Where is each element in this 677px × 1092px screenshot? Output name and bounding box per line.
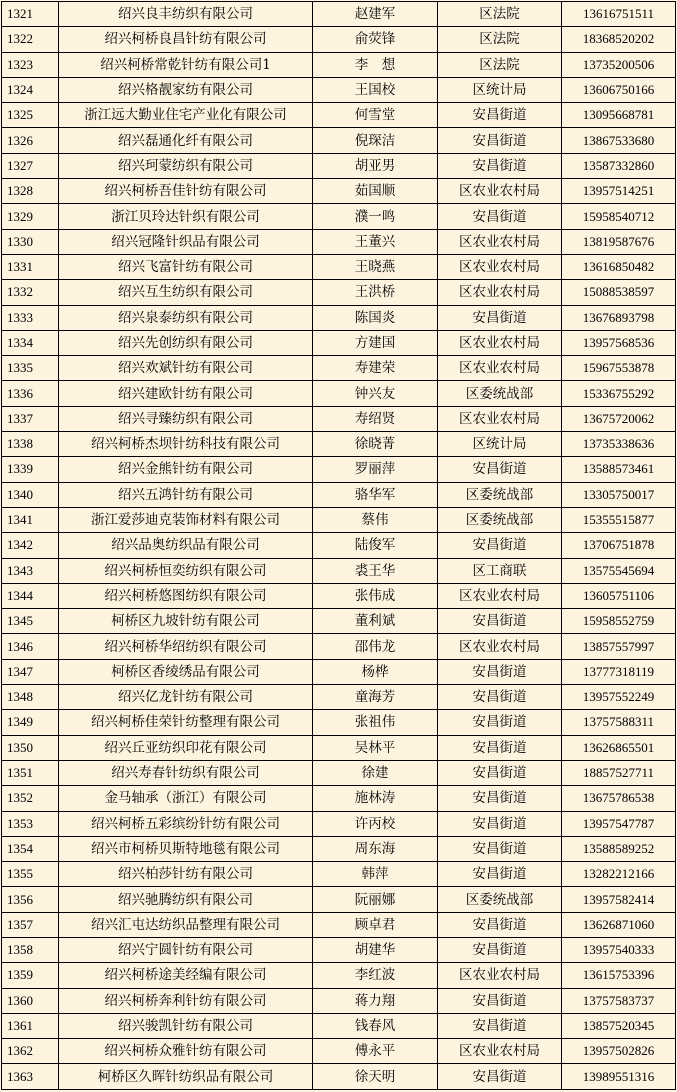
table-row bbox=[2, 2, 676, 27]
row-number-cell: 1339 bbox=[2, 457, 59, 482]
department-cell: 安昌街道 bbox=[438, 912, 562, 937]
contact-name-cell: 许丙校 bbox=[313, 811, 438, 836]
phone-number-cell: 15088538597 bbox=[562, 280, 676, 305]
department-cell: 安昌街道 bbox=[438, 533, 562, 558]
company-name-cell: 柯桥区香绫绣品有限公司 bbox=[59, 659, 313, 684]
department-cell: 安昌街道 bbox=[438, 659, 562, 684]
company-name-cell: 绍兴柯桥悠图纺织有限公司 bbox=[59, 583, 313, 608]
phone-number-cell: 13282212166 bbox=[562, 862, 676, 887]
table-row bbox=[2, 685, 676, 710]
table-row bbox=[2, 533, 676, 558]
table-row bbox=[2, 381, 676, 406]
phone-number-cell: 13305750017 bbox=[562, 482, 676, 507]
phone-number-cell: 13777318119 bbox=[562, 659, 676, 684]
row-number-cell: 1342 bbox=[2, 533, 59, 558]
row-number-cell: 1321 bbox=[2, 2, 59, 27]
table-body bbox=[2, 2, 676, 1090]
company-contact-table bbox=[1, 1, 676, 1090]
table-row bbox=[2, 204, 676, 229]
contact-name-cell: 钟兴友 bbox=[313, 381, 438, 406]
department-cell: 区委统战部 bbox=[438, 507, 562, 532]
company-name-cell: 金马轴承（浙江）有限公司 bbox=[59, 786, 313, 811]
department-cell: 安昌街道 bbox=[438, 305, 562, 330]
company-name-cell: 绍兴柯桥奔利针纺有限公司 bbox=[59, 988, 313, 1013]
phone-number-cell: 13819587676 bbox=[562, 229, 676, 254]
department-cell: 区委统战部 bbox=[438, 381, 562, 406]
company-name-cell: 绍兴市柯桥贝斯特地毯有限公司 bbox=[59, 836, 313, 861]
contact-name-cell: 罗丽萍 bbox=[313, 457, 438, 482]
phone-number-cell: 13957547787 bbox=[562, 811, 676, 836]
table-row bbox=[2, 836, 676, 861]
company-name-cell: 绍兴驰腾纺织有限公司 bbox=[59, 887, 313, 912]
row-number-cell: 1357 bbox=[2, 912, 59, 937]
phone-number-cell: 13857557997 bbox=[562, 634, 676, 659]
department-cell: 安昌街道 bbox=[438, 786, 562, 811]
company-name-cell: 绍兴良丰纺织有限公司 bbox=[59, 2, 313, 27]
department-cell: 区委统战部 bbox=[438, 887, 562, 912]
company-name-cell: 绍兴格靓家纺有限公司 bbox=[59, 77, 313, 102]
company-name-cell: 绍兴珂蒙纺织有限公司 bbox=[59, 153, 313, 178]
department-cell: 安昌街道 bbox=[438, 609, 562, 634]
department-cell: 安昌街道 bbox=[438, 685, 562, 710]
department-cell: 区农业农村局 bbox=[438, 280, 562, 305]
contact-name-cell: 张伟成 bbox=[313, 583, 438, 608]
company-name-cell: 绍兴品奥纺织品有限公司 bbox=[59, 533, 313, 558]
phone-number-cell: 15967553878 bbox=[562, 356, 676, 381]
contact-name-cell: 寿建荣 bbox=[313, 356, 438, 381]
table-row bbox=[2, 305, 676, 330]
phone-number-cell: 13588589252 bbox=[562, 836, 676, 861]
contact-name-cell: 倪琛洁 bbox=[313, 128, 438, 153]
row-number-cell: 1358 bbox=[2, 937, 59, 962]
department-cell: 安昌街道 bbox=[438, 811, 562, 836]
row-number-cell: 1348 bbox=[2, 685, 59, 710]
phone-number-cell: 13957552249 bbox=[562, 685, 676, 710]
table-row bbox=[2, 153, 676, 178]
table-row bbox=[2, 735, 676, 760]
row-number-cell: 1337 bbox=[2, 406, 59, 431]
table-row bbox=[2, 609, 676, 634]
company-name-cell: 绍兴柯桥途美经编有限公司 bbox=[59, 963, 313, 988]
row-number-cell: 1332 bbox=[2, 280, 59, 305]
table-row bbox=[2, 356, 676, 381]
company-name-cell: 绍兴柯桥吾佳针纺有限公司 bbox=[59, 179, 313, 204]
row-number-cell: 1334 bbox=[2, 330, 59, 355]
table-row bbox=[2, 760, 676, 785]
table-row bbox=[2, 811, 676, 836]
department-cell: 区法院 bbox=[438, 52, 562, 77]
department-cell: 安昌街道 bbox=[438, 1064, 562, 1089]
row-number-cell: 1347 bbox=[2, 659, 59, 684]
row-number-cell: 1344 bbox=[2, 583, 59, 608]
phone-number-cell: 13957568536 bbox=[562, 330, 676, 355]
row-number-cell: 1353 bbox=[2, 811, 59, 836]
row-number-cell: 1355 bbox=[2, 862, 59, 887]
contact-name-cell: 蔡伟 bbox=[313, 507, 438, 532]
company-name-cell: 绍兴互生纺织有限公司 bbox=[59, 280, 313, 305]
contact-name-cell: 董利斌 bbox=[313, 609, 438, 634]
department-cell: 区统计局 bbox=[438, 77, 562, 102]
table-row bbox=[2, 1039, 676, 1064]
table-row bbox=[2, 634, 676, 659]
table-row bbox=[2, 482, 676, 507]
department-cell: 区工商联 bbox=[438, 558, 562, 583]
phone-number-cell: 13957582414 bbox=[562, 887, 676, 912]
phone-number-cell: 13616751511 bbox=[562, 2, 676, 27]
table-row bbox=[2, 659, 676, 684]
phone-number-cell: 13626871060 bbox=[562, 912, 676, 937]
row-number-cell: 1351 bbox=[2, 760, 59, 785]
table-row bbox=[2, 862, 676, 887]
company-name-cell: 绍兴建欧针纺有限公司 bbox=[59, 381, 313, 406]
department-cell: 区农业农村局 bbox=[438, 634, 562, 659]
row-number-cell: 1363 bbox=[2, 1064, 59, 1089]
table-row bbox=[2, 77, 676, 102]
company-name-cell: 绍兴柯桥杰坝针纺科技有限公司 bbox=[59, 432, 313, 457]
row-number-cell: 1327 bbox=[2, 153, 59, 178]
row-number-cell: 1352 bbox=[2, 786, 59, 811]
contact-name-cell: 茹国顺 bbox=[313, 179, 438, 204]
department-cell: 安昌街道 bbox=[438, 204, 562, 229]
table-row bbox=[2, 457, 676, 482]
department-cell: 安昌街道 bbox=[438, 710, 562, 735]
contact-name-cell: 张祖伟 bbox=[313, 710, 438, 735]
contact-name-cell: 阮丽娜 bbox=[313, 887, 438, 912]
row-number-cell: 1343 bbox=[2, 558, 59, 583]
table-row bbox=[2, 887, 676, 912]
department-cell: 区农业农村局 bbox=[438, 254, 562, 279]
contact-name-cell: 韩萍 bbox=[313, 862, 438, 887]
contact-name-cell: 王洪桥 bbox=[313, 280, 438, 305]
department-cell: 安昌街道 bbox=[438, 1013, 562, 1038]
contact-name-cell: 王国校 bbox=[313, 77, 438, 102]
row-number-cell: 1341 bbox=[2, 507, 59, 532]
phone-number-cell: 13957540333 bbox=[562, 937, 676, 962]
phone-number-cell: 13616850482 bbox=[562, 254, 676, 279]
contact-name-cell: 王晓燕 bbox=[313, 254, 438, 279]
department-cell: 安昌街道 bbox=[438, 128, 562, 153]
table-row bbox=[2, 280, 676, 305]
phone-number-cell: 13675786538 bbox=[562, 786, 676, 811]
department-cell: 安昌街道 bbox=[438, 760, 562, 785]
table-row bbox=[2, 937, 676, 962]
row-number-cell: 1335 bbox=[2, 356, 59, 381]
company-name-cell: 绍兴先创纺织有限公司 bbox=[59, 330, 313, 355]
row-number-cell: 1323 bbox=[2, 52, 59, 77]
row-number-cell: 1328 bbox=[2, 179, 59, 204]
department-cell: 区法院 bbox=[438, 27, 562, 52]
row-number-cell: 1360 bbox=[2, 988, 59, 1013]
department-cell: 安昌街道 bbox=[438, 937, 562, 962]
department-cell: 安昌街道 bbox=[438, 735, 562, 760]
company-name-cell: 绍兴泉泰纺织有限公司 bbox=[59, 305, 313, 330]
row-number-cell: 1361 bbox=[2, 1013, 59, 1038]
table-row bbox=[2, 103, 676, 128]
row-number-cell: 1359 bbox=[2, 963, 59, 988]
row-number-cell: 1322 bbox=[2, 27, 59, 52]
phone-number-cell: 13605751106 bbox=[562, 583, 676, 608]
contact-name-cell: 施林涛 bbox=[313, 786, 438, 811]
contact-name-cell: 王董兴 bbox=[313, 229, 438, 254]
company-name-cell: 绍兴柯桥五彩缤纷针纺有限公司 bbox=[59, 811, 313, 836]
company-name-cell: 绍兴五鸿针纺有限公司 bbox=[59, 482, 313, 507]
row-number-cell: 1362 bbox=[2, 1039, 59, 1064]
company-name-cell: 绍兴冠隆针织品有限公司 bbox=[59, 229, 313, 254]
phone-number-cell: 13615753396 bbox=[562, 963, 676, 988]
table-row bbox=[2, 912, 676, 937]
contact-name-cell: 赵建军 bbox=[313, 2, 438, 27]
company-name-cell: 绍兴汇屯达纺织品整理有限公司 bbox=[59, 912, 313, 937]
department-cell: 安昌街道 bbox=[438, 988, 562, 1013]
contact-name-cell: 吴林平 bbox=[313, 735, 438, 760]
company-name-cell: 浙江爱莎迪克装饰材料有限公司 bbox=[59, 507, 313, 532]
department-cell: 安昌街道 bbox=[438, 457, 562, 482]
company-name-cell: 绍兴欢斌针纺有限公司 bbox=[59, 356, 313, 381]
phone-number-cell: 18368520202 bbox=[562, 27, 676, 52]
company-name-cell: 浙江贝玲达针织有限公司 bbox=[59, 204, 313, 229]
phone-number-cell: 13606750166 bbox=[562, 77, 676, 102]
row-number-cell: 1325 bbox=[2, 103, 59, 128]
contact-name-cell: 钱春风 bbox=[313, 1013, 438, 1038]
contact-name-cell: 何雪堂 bbox=[313, 103, 438, 128]
company-name-cell: 绍兴柯桥众雅针纺有限公司 bbox=[59, 1039, 313, 1064]
row-number-cell: 1324 bbox=[2, 77, 59, 102]
row-number-cell: 1336 bbox=[2, 381, 59, 406]
company-name-cell: 绍兴柯桥佳荣针纺整理有限公司 bbox=[59, 710, 313, 735]
contact-name-cell: 胡建华 bbox=[313, 937, 438, 962]
company-name-cell: 绍兴寿春针纺织有限公司 bbox=[59, 760, 313, 785]
phone-number-cell: 13676893798 bbox=[562, 305, 676, 330]
row-number-cell: 1350 bbox=[2, 735, 59, 760]
company-name-cell: 柯桥区九坡针纺有限公司 bbox=[59, 609, 313, 634]
contact-name-cell: 蒋力翔 bbox=[313, 988, 438, 1013]
department-cell: 安昌街道 bbox=[438, 103, 562, 128]
contact-name-cell: 李红波 bbox=[313, 963, 438, 988]
department-cell: 区农业农村局 bbox=[438, 583, 562, 608]
department-cell: 区农业农村局 bbox=[438, 406, 562, 431]
company-name-cell: 柯桥区久晖针纺织品有限公司 bbox=[59, 1064, 313, 1089]
department-cell: 区农业农村局 bbox=[438, 1039, 562, 1064]
contact-name-cell: 李 想 bbox=[313, 52, 438, 77]
department-cell: 安昌街道 bbox=[438, 153, 562, 178]
phone-number-cell: 13735338636 bbox=[562, 432, 676, 457]
row-number-cell: 1356 bbox=[2, 887, 59, 912]
department-cell: 区法院 bbox=[438, 2, 562, 27]
table-row bbox=[2, 179, 676, 204]
company-name-cell: 绍兴丘亚纺织印花有限公司 bbox=[59, 735, 313, 760]
row-number-cell: 1349 bbox=[2, 710, 59, 735]
table-row bbox=[2, 988, 676, 1013]
company-name-cell: 绍兴柯桥常乾针纺有限公司1 bbox=[59, 52, 313, 77]
contact-name-cell: 杨桦 bbox=[313, 659, 438, 684]
phone-number-cell: 13588573461 bbox=[562, 457, 676, 482]
row-number-cell: 1345 bbox=[2, 609, 59, 634]
company-name-cell: 绍兴飞富针纺有限公司 bbox=[59, 254, 313, 279]
table-row bbox=[2, 229, 676, 254]
table-row bbox=[2, 330, 676, 355]
contact-name-cell: 傅永平 bbox=[313, 1039, 438, 1064]
row-number-cell: 1331 bbox=[2, 254, 59, 279]
row-number-cell: 1340 bbox=[2, 482, 59, 507]
table-row bbox=[2, 1064, 676, 1089]
department-cell: 区农业农村局 bbox=[438, 330, 562, 355]
contact-name-cell: 邵伟龙 bbox=[313, 634, 438, 659]
phone-number-cell: 13757588311 bbox=[562, 710, 676, 735]
row-number-cell: 1330 bbox=[2, 229, 59, 254]
department-cell: 区农业农村局 bbox=[438, 356, 562, 381]
row-number-cell: 1333 bbox=[2, 305, 59, 330]
company-name-cell: 绍兴寻臻纺织有限公司 bbox=[59, 406, 313, 431]
table-row bbox=[2, 583, 676, 608]
phone-number-cell: 15958552759 bbox=[562, 609, 676, 634]
phone-number-cell: 15958540712 bbox=[562, 204, 676, 229]
contact-name-cell: 陈国炎 bbox=[313, 305, 438, 330]
phone-number-cell: 13706751878 bbox=[562, 533, 676, 558]
table-row bbox=[2, 558, 676, 583]
phone-number-cell: 13957502826 bbox=[562, 1039, 676, 1064]
contact-name-cell: 俞荧锋 bbox=[313, 27, 438, 52]
phone-number-cell: 13095668781 bbox=[562, 103, 676, 128]
department-cell: 安昌街道 bbox=[438, 836, 562, 861]
phone-number-cell: 13867533680 bbox=[562, 128, 676, 153]
table-row bbox=[2, 432, 676, 457]
contact-name-cell: 寿绍贤 bbox=[313, 406, 438, 431]
contact-name-cell: 裘王华 bbox=[313, 558, 438, 583]
phone-number-cell: 13857520345 bbox=[562, 1013, 676, 1038]
company-name-cell: 绍兴柏莎针纺有限公司 bbox=[59, 862, 313, 887]
department-cell: 区农业农村局 bbox=[438, 179, 562, 204]
contact-name-cell: 徐建 bbox=[313, 760, 438, 785]
phone-number-cell: 13675720062 bbox=[562, 406, 676, 431]
phone-number-cell: 15355515877 bbox=[562, 507, 676, 532]
phone-number-cell: 13575545694 bbox=[562, 558, 676, 583]
phone-number-cell: 13989551316 bbox=[562, 1064, 676, 1089]
table-row bbox=[2, 1013, 676, 1038]
row-number-cell: 1338 bbox=[2, 432, 59, 457]
company-name-cell: 绍兴宁圆针纺有限公司 bbox=[59, 937, 313, 962]
row-number-cell: 1354 bbox=[2, 836, 59, 861]
contact-name-cell: 徐晓菁 bbox=[313, 432, 438, 457]
department-cell: 安昌街道 bbox=[438, 862, 562, 887]
phone-number-cell: 13587332860 bbox=[562, 153, 676, 178]
contact-name-cell: 童海芳 bbox=[313, 685, 438, 710]
phone-number-cell: 18857527711 bbox=[562, 760, 676, 785]
phone-number-cell: 13757583737 bbox=[562, 988, 676, 1013]
department-cell: 区农业农村局 bbox=[438, 963, 562, 988]
phone-number-cell: 13626865501 bbox=[562, 735, 676, 760]
company-name-cell: 绍兴亿龙针纺有限公司 bbox=[59, 685, 313, 710]
company-name-cell: 浙江远大勤业住宅产业化有限公司 bbox=[59, 103, 313, 128]
company-name-cell: 绍兴金熊针纺有限公司 bbox=[59, 457, 313, 482]
row-number-cell: 1326 bbox=[2, 128, 59, 153]
row-number-cell: 1329 bbox=[2, 204, 59, 229]
contact-name-cell: 濮一鸣 bbox=[313, 204, 438, 229]
contact-name-cell: 方建国 bbox=[313, 330, 438, 355]
contact-name-cell: 胡亚男 bbox=[313, 153, 438, 178]
contact-name-cell: 顾卓君 bbox=[313, 912, 438, 937]
phone-number-cell: 13735200506 bbox=[562, 52, 676, 77]
department-cell: 区统计局 bbox=[438, 432, 562, 457]
contact-name-cell: 骆华军 bbox=[313, 482, 438, 507]
department-cell: 区农业农村局 bbox=[438, 229, 562, 254]
table-row bbox=[2, 254, 676, 279]
company-name-cell: 绍兴磊通化纤有限公司 bbox=[59, 128, 313, 153]
company-name-cell: 绍兴柯桥良昌针纺有限公司 bbox=[59, 27, 313, 52]
company-name-cell: 绍兴柯桥华绍纺织有限公司 bbox=[59, 634, 313, 659]
table-row bbox=[2, 52, 676, 77]
phone-number-cell: 13957514251 bbox=[562, 179, 676, 204]
table-row bbox=[2, 128, 676, 153]
table-row bbox=[2, 710, 676, 735]
phone-number-cell: 15336755292 bbox=[562, 381, 676, 406]
row-number-cell: 1346 bbox=[2, 634, 59, 659]
table-row bbox=[2, 507, 676, 532]
department-cell: 区委统战部 bbox=[438, 482, 562, 507]
table-row bbox=[2, 406, 676, 431]
company-name-cell: 绍兴骏凯针纺有限公司 bbox=[59, 1013, 313, 1038]
company-name-cell: 绍兴柯桥恒奕纺织有限公司 bbox=[59, 558, 313, 583]
table-row bbox=[2, 786, 676, 811]
contact-name-cell: 周东海 bbox=[313, 836, 438, 861]
contact-name-cell: 陆俊军 bbox=[313, 533, 438, 558]
contact-name-cell: 徐天明 bbox=[313, 1064, 438, 1089]
table-row bbox=[2, 963, 676, 988]
table-row bbox=[2, 27, 676, 52]
